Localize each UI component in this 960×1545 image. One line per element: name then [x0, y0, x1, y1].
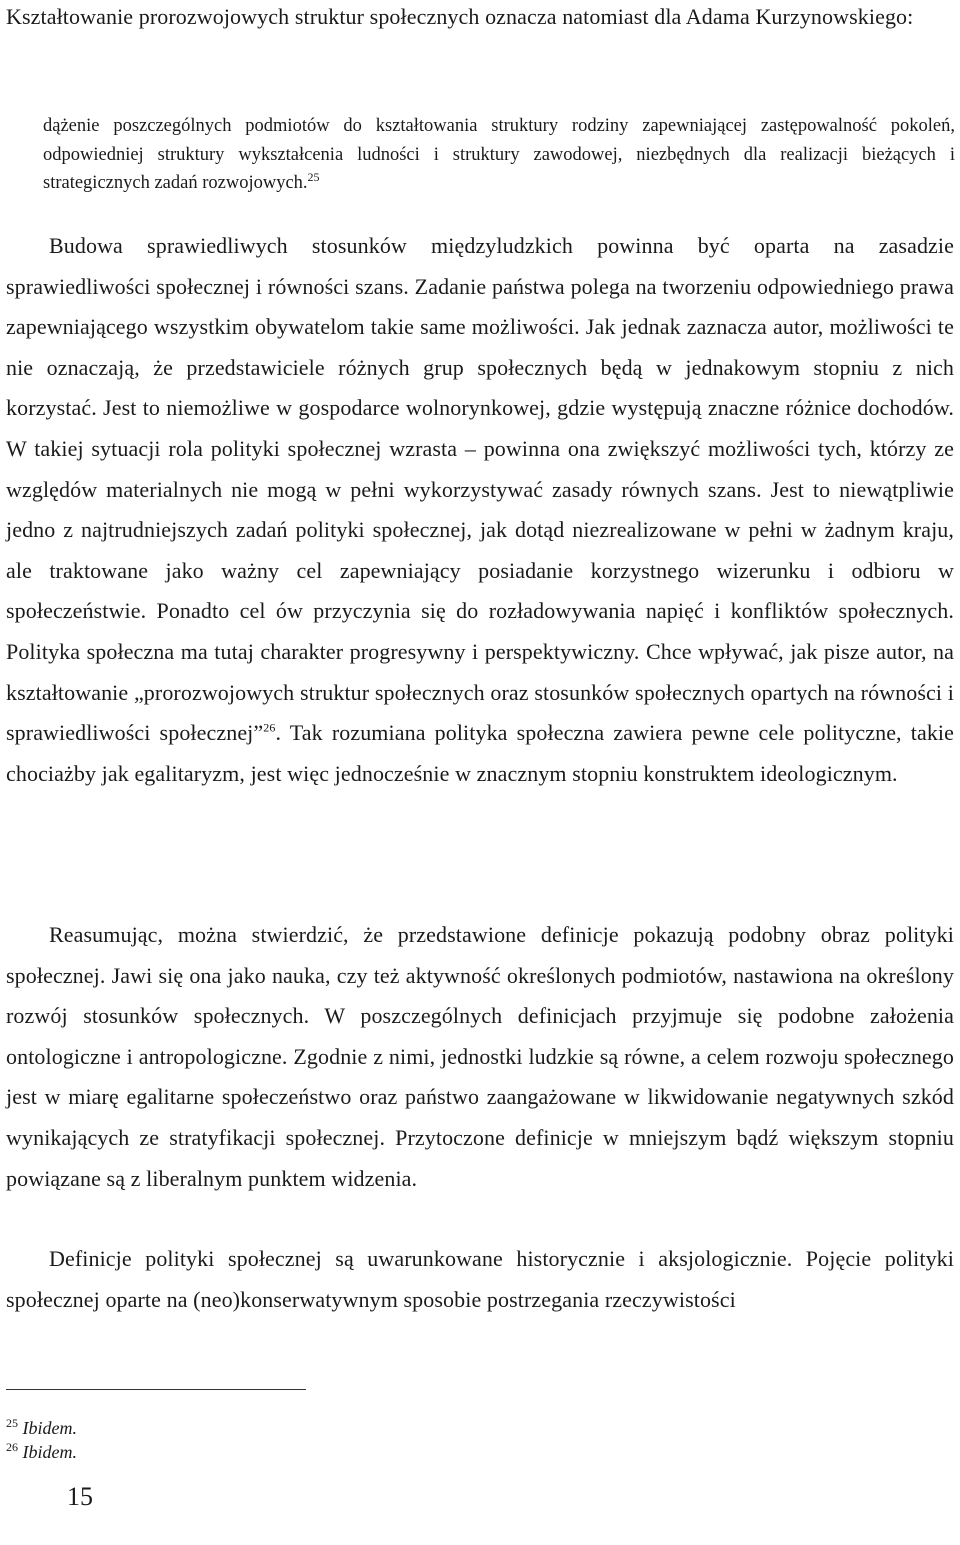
intro-paragraph [6, 0, 954, 38]
body-paragraph-1 [6, 226, 954, 794]
footnote-number: 25 [6, 1416, 18, 1430]
footnote-ref-26[interactable]: 26 [263, 720, 276, 735]
quote-text: dążenie poszczególnych podmiotów do kształtowania struktury rodziny zapewniającej zastępowalność pokoleń, odpowiedniej struktury wykształcenia ludności i struktury zawodowej, niezbędnych dla realizacji bieżących i strategicznych zadań rozwojowych. [43, 116, 955, 193]
footnote-ref-25[interactable]: 25 [307, 169, 320, 184]
intro-text: Kształtowanie prorozwojowych struktur społecznych oznacza natomiast dla Adama Kurzynowskiego: [6, 4, 914, 29]
paragraph-1-text: Budowa sprawiedliwych stosunków międzyludzkich powinna być oparta na zasadzie sprawiedliwości społecznej i równości szans. Zadanie państwa polega na tworzeniu odpowiedniego prawa zapewniającego wszystkim obywatelom takie same możliwości. Jak jednak zaznacza autor, możliwości te nie oznaczają, że przedstawiciele różnych grup społecznych będą w jednakowym stopniu z nich korzystać. Jest to niemożliwe w gospodarce wolnorynkowej, gdzie występują znaczne różnice dochodów. W takiej sytuacji rola polityki społecznej wzrasta – powinna ona zwiększyć możliwości tych, którzy ze względów materialnych nie mogą w pełni wykorzystywać zasady równych szans. Jest to niewątpliwie jedno z najtrudniejszych zadań polityki społecznej, jak dotąd niezrealizowane w pełni w żadnym kraju, ale traktowane jako ważny cel zapewniający posiadanie korzystnego wizerunku i odbioru w społeczeństwie. Ponadto cel ów przyczynia się do rozładowywania napięć i konfliktów społecznych. Polityka społeczna ma tutaj charakter progresywny i perspektywiczny. Chce wpływać, jak pisze autor, na kształtowanie „prorozwojowych struktur społecznych oraz stosunków społecznych opartych na równości i sprawiedliwości społecznej” [6, 233, 954, 746]
footnote-text: Ibidem. [22, 1418, 77, 1438]
footnote-26 [6, 1440, 77, 1464]
footnote-separator [6, 1389, 306, 1390]
body-paragraph-3 [6, 1239, 954, 1320]
paragraph-3-text: Definicje polityki społecznej są uwarunkowane historycznie i aksjologicznie. Pojęcie polityki społecznej oparte na (neo)konserwatywnym sposobie postrzegania rzeczywistości [6, 1246, 954, 1312]
footnote-text: Ibidem. [22, 1442, 77, 1462]
block-quote [43, 112, 955, 198]
footnote-number: 26 [6, 1440, 18, 1454]
footnote-25 [6, 1416, 77, 1440]
paragraph-2-text: Reasumując, można stwierdzić, że przedstawione definicje pokazują podobny obraz polityki społecznej. Jawi się ona jako nauka, czy też aktywność określonych podmiotów, nastawiona na określony rozwój stosunków społecznych. W poszczególnych definicjach przyjmuje się podobne założenia ontologiczne i antropologiczne. Zgodnie z nimi, jednostki ludzkie są równe, a celem rozwoju społecznego jest w miarę egalitarne społeczeństwo oraz państwo zaangażowane w likwidowanie negatywnych szkód wynikających ze stratyfikacji społecznej. Przytoczone definicje w mniejszym bądź większym stopniu powiązane są z liberalnym punktem widzenia. [6, 922, 954, 1191]
paragraph-1-text-continued: . Tak rozumiana polityka społeczna zawiera pewne cele polityczne, takie chociażby jak egalitaryzm, jest więc jednocześnie w znacznym stopniu konstruktem ideologicznym. [6, 720, 954, 786]
page-number: 15 [67, 1482, 93, 1511]
body-paragraph-2 [6, 915, 954, 1199]
